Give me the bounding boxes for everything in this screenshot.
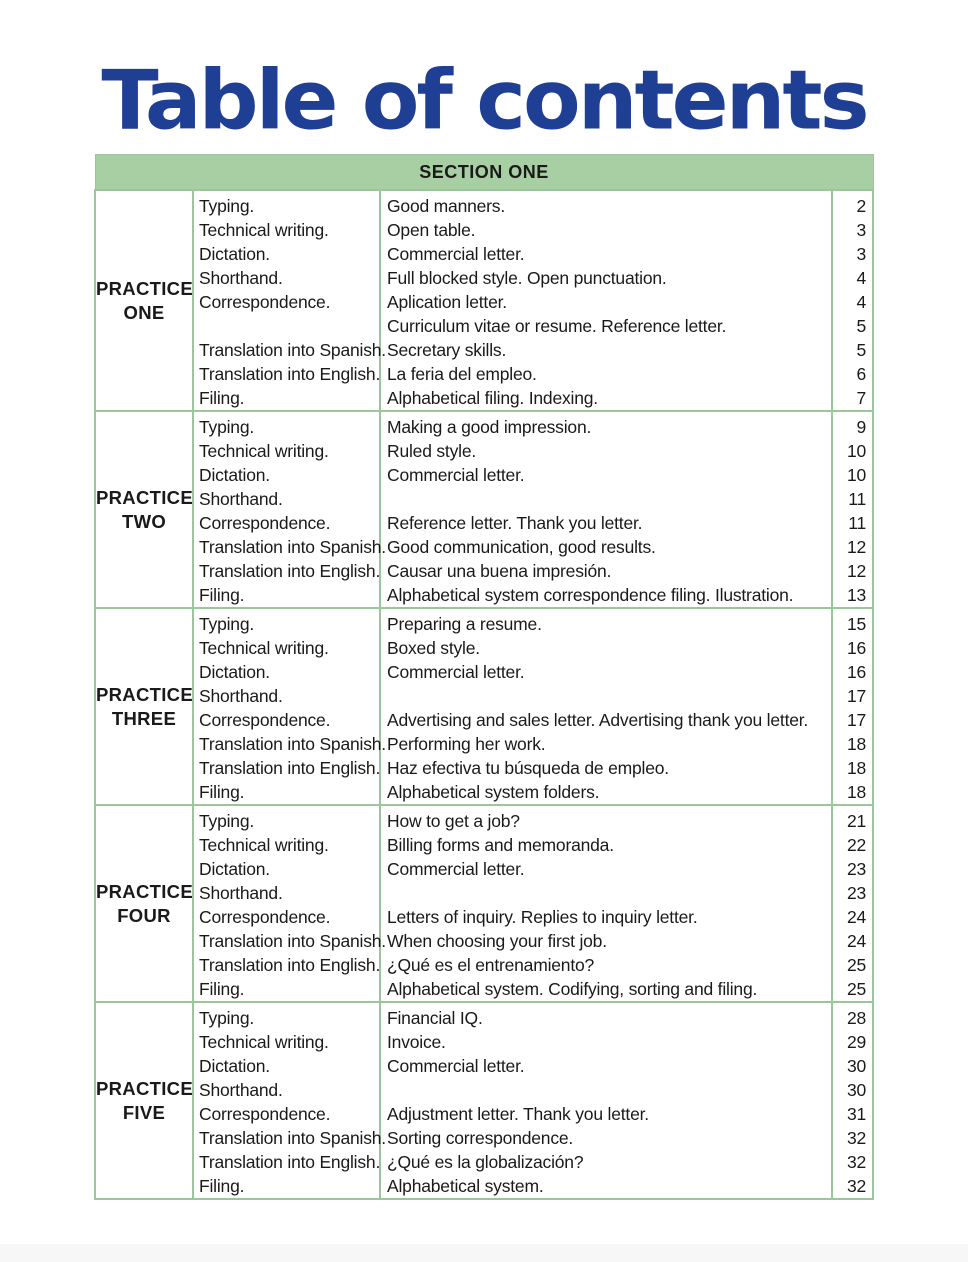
subject-area: Correspondence. (199, 292, 331, 312)
topic-title-column (380, 608, 832, 805)
topic-title: Alphabetical system correspondence filing. Ilustration. (387, 585, 794, 605)
subject-area: Translation into English. (199, 758, 381, 778)
practice-block (95, 608, 873, 805)
topic-title: Alphabetical system folders. (387, 782, 600, 802)
subject-area: Dictation. (199, 662, 270, 682)
topic-title: Alphabetical system. (387, 1176, 544, 1196)
subject-area: Filing. (199, 388, 245, 408)
subject-area: Translation into Spanish. (199, 1128, 386, 1148)
subject-area: Typing. (199, 196, 255, 216)
topic-title: Preparing a resume. (387, 614, 542, 634)
subject-area: Technical writing. (199, 835, 329, 855)
page-number: 18 (846, 782, 867, 802)
practice-label-line2: FOUR (117, 904, 171, 926)
subject-area: Translation into Spanish. (199, 537, 386, 557)
subject-area: Translation into English. (199, 1152, 381, 1172)
topic-title: Making a good impression. (387, 417, 592, 437)
topic-title: When choosing your first job. (387, 931, 607, 951)
page-number: 28 (846, 1008, 867, 1028)
page-footer-band (0, 1244, 968, 1262)
page-number: 32 (846, 1176, 867, 1196)
page-number: 7 (856, 388, 867, 408)
page-number: 16 (846, 662, 867, 682)
topic-title: Boxed style. (387, 638, 480, 658)
page-number: 32 (846, 1128, 867, 1148)
page-number: 11 (848, 513, 867, 533)
subject-area: Shorthand. (199, 268, 283, 288)
page-number: 24 (846, 907, 867, 927)
subject-area: Translation into English. (199, 561, 381, 581)
practice-block (95, 1002, 873, 1199)
page-number-column (832, 411, 873, 608)
practice-label-line1: PRACTICE (96, 486, 193, 508)
page-number: 31 (846, 1104, 867, 1124)
subject-area: Correspondence. (199, 907, 331, 927)
subject-area (194, 314, 379, 338)
topic-title: Commercial letter. (387, 465, 525, 485)
page-number: 12 (846, 537, 867, 557)
topic-title: How to get a job? (387, 811, 520, 831)
page-number: 4 (856, 292, 867, 312)
practice-label-line2: FIVE (122, 1101, 166, 1123)
topic-title-column (380, 805, 832, 1002)
practice-label-line2: TWO (121, 510, 167, 532)
subject-area: Technical writing. (199, 441, 329, 461)
practice-label (95, 1002, 193, 1199)
subject-area: Correspondence. (199, 1104, 331, 1124)
topic-title-column (380, 1002, 832, 1199)
subject-area: Filing. (199, 1176, 245, 1196)
page-number-column (832, 608, 873, 805)
page-number-column (832, 190, 873, 411)
topic-title: Full blocked style. Open punctuation. (387, 268, 667, 288)
page-number: 25 (846, 979, 867, 999)
page-number: 23 (846, 883, 867, 903)
subject-area: Correspondence. (199, 513, 331, 533)
topic-title: Sorting correspondence. (387, 1128, 574, 1148)
page-number: 29 (846, 1032, 867, 1052)
page-number: 10 (846, 441, 867, 461)
page-number: 16 (846, 638, 867, 658)
page-number: 21 (846, 811, 867, 831)
contents-table (94, 154, 874, 1200)
topic-title: ¿Qué es el entrenamiento? (387, 955, 595, 975)
page-number: 4 (856, 268, 867, 288)
page-number: 30 (846, 1080, 867, 1100)
topic-title: Letters of inquiry. Replies to inquiry letter. (387, 907, 698, 927)
topic-title: Good communication, good results. (387, 537, 656, 557)
page-number: 5 (856, 340, 867, 360)
subject-area: Translation into Spanish. (199, 931, 386, 951)
subject-area: Correspondence. (199, 710, 331, 730)
topic-title: Alphabetical system. Codifying, sorting and filing. (387, 979, 758, 999)
page-number: 2 (856, 196, 867, 216)
page-number: 17 (846, 686, 867, 706)
topic-title: Haz efectiva tu búsqueda de empleo. (387, 758, 669, 778)
topic-title (381, 1078, 831, 1102)
topic-title: Ruled style. (387, 441, 477, 461)
page-number: 5 (856, 316, 867, 336)
practice-label-line1: PRACTICE (96, 683, 193, 705)
topic-title: Commercial letter. (387, 662, 525, 682)
practice-block (95, 190, 873, 411)
subject-area: Dictation. (199, 465, 270, 485)
subject-area: Filing. (199, 979, 245, 999)
practice-label (95, 805, 193, 1002)
topic-title: Reference letter. Thank you letter. (387, 513, 643, 533)
topic-title: Adjustment letter. Thank you letter. (387, 1104, 649, 1124)
topic-title-column (380, 190, 832, 411)
page-number: 18 (846, 734, 867, 754)
page-number: 17 (846, 710, 867, 730)
subject-area: Typing. (199, 1008, 255, 1028)
topic-title: Curriculum vitae or resume. Reference letter. (387, 316, 727, 336)
page-number-column (832, 805, 873, 1002)
page-number: 3 (856, 220, 867, 240)
practice-label-line2: ONE (123, 301, 165, 323)
page-number: 24 (846, 931, 867, 951)
subject-area: Translation into English. (199, 364, 381, 384)
page-number: 23 (846, 859, 867, 879)
topic-title: Aplication letter. (387, 292, 507, 312)
page-number: 13 (846, 585, 867, 605)
page-number: 22 (846, 835, 867, 855)
topic-title: Financial IQ. (387, 1008, 483, 1028)
page-number: 18 (846, 758, 867, 778)
subject-area: Technical writing. (199, 1032, 329, 1052)
topic-title (381, 684, 831, 708)
subject-area: Typing. (199, 614, 255, 634)
subject-area-column (193, 190, 386, 411)
subject-area-column (193, 1002, 386, 1199)
page-number: 15 (846, 614, 867, 634)
topic-title: Billing forms and memoranda. (387, 835, 614, 855)
subject-area: Dictation. (199, 859, 270, 879)
topic-title: Commercial letter. (387, 244, 525, 264)
topic-title: Advertising and sales letter. Advertising thank you letter. (387, 710, 809, 730)
practice-label-line1: PRACTICE (96, 880, 193, 902)
topic-title (381, 881, 831, 905)
topic-title: Good manners. (387, 196, 506, 216)
practice-label-line1: PRACTICE (96, 1077, 193, 1099)
subject-area: Translation into Spanish. (199, 734, 386, 754)
subject-area: Shorthand. (199, 1080, 283, 1100)
subject-area: Shorthand. (199, 883, 283, 903)
page-number: 25 (846, 955, 867, 975)
practice-label (95, 411, 193, 608)
page-number: 3 (856, 244, 867, 264)
page-number: 30 (846, 1056, 867, 1076)
page-number: 32 (846, 1152, 867, 1172)
page-number: 10 (846, 465, 867, 485)
topic-title: La feria del empleo. (387, 364, 537, 384)
subject-area: Filing. (199, 585, 245, 605)
subject-area: Typing. (199, 417, 255, 437)
subject-area-column (193, 411, 386, 608)
topic-title: Commercial letter. (387, 1056, 525, 1076)
subject-area: Shorthand. (199, 686, 283, 706)
subject-area: Dictation. (199, 244, 270, 264)
topic-title: Commercial letter. (387, 859, 525, 879)
subject-area: Translation into English. (199, 955, 381, 975)
page-number: 9 (856, 417, 867, 437)
topic-title (381, 487, 831, 511)
practice-block (95, 411, 873, 608)
page-number-column (832, 1002, 873, 1199)
page-number: 6 (856, 364, 867, 384)
practice-label-line1: PRACTICE (96, 277, 193, 299)
topic-title: Invoice. (387, 1032, 446, 1052)
subject-area: Dictation. (199, 1056, 270, 1076)
practice-label-line2: THREE (111, 707, 177, 729)
subject-area: Filing. (199, 782, 245, 802)
subject-area-column (193, 608, 386, 805)
topic-title: Causar una buena impresión. (387, 561, 612, 581)
page-number: 12 (846, 561, 867, 581)
topic-title: ¿Qué es la globalización? (387, 1152, 584, 1172)
topic-title: Secretary skills. (387, 340, 507, 360)
subject-area: Shorthand. (199, 489, 283, 509)
subject-area: Technical writing. (199, 638, 329, 658)
topic-title-column (380, 411, 832, 608)
practice-block (95, 805, 873, 1002)
subject-area: Typing. (199, 811, 255, 831)
subject-area: Technical writing. (199, 220, 329, 240)
practice-label (95, 608, 193, 805)
topic-title: Open table. (387, 220, 476, 240)
practice-label (95, 190, 193, 411)
topic-title: Alphabetical filing. Indexing. (387, 388, 598, 408)
page-title: Table of contents (101, 51, 867, 149)
subject-area: Translation into Spanish. (199, 340, 386, 360)
topic-title: Performing her work. (387, 734, 546, 754)
contents-body (95, 190, 873, 1199)
subject-area-column (193, 805, 386, 1002)
page-number: 11 (848, 489, 867, 509)
section-header: SECTION ONE (95, 155, 873, 191)
